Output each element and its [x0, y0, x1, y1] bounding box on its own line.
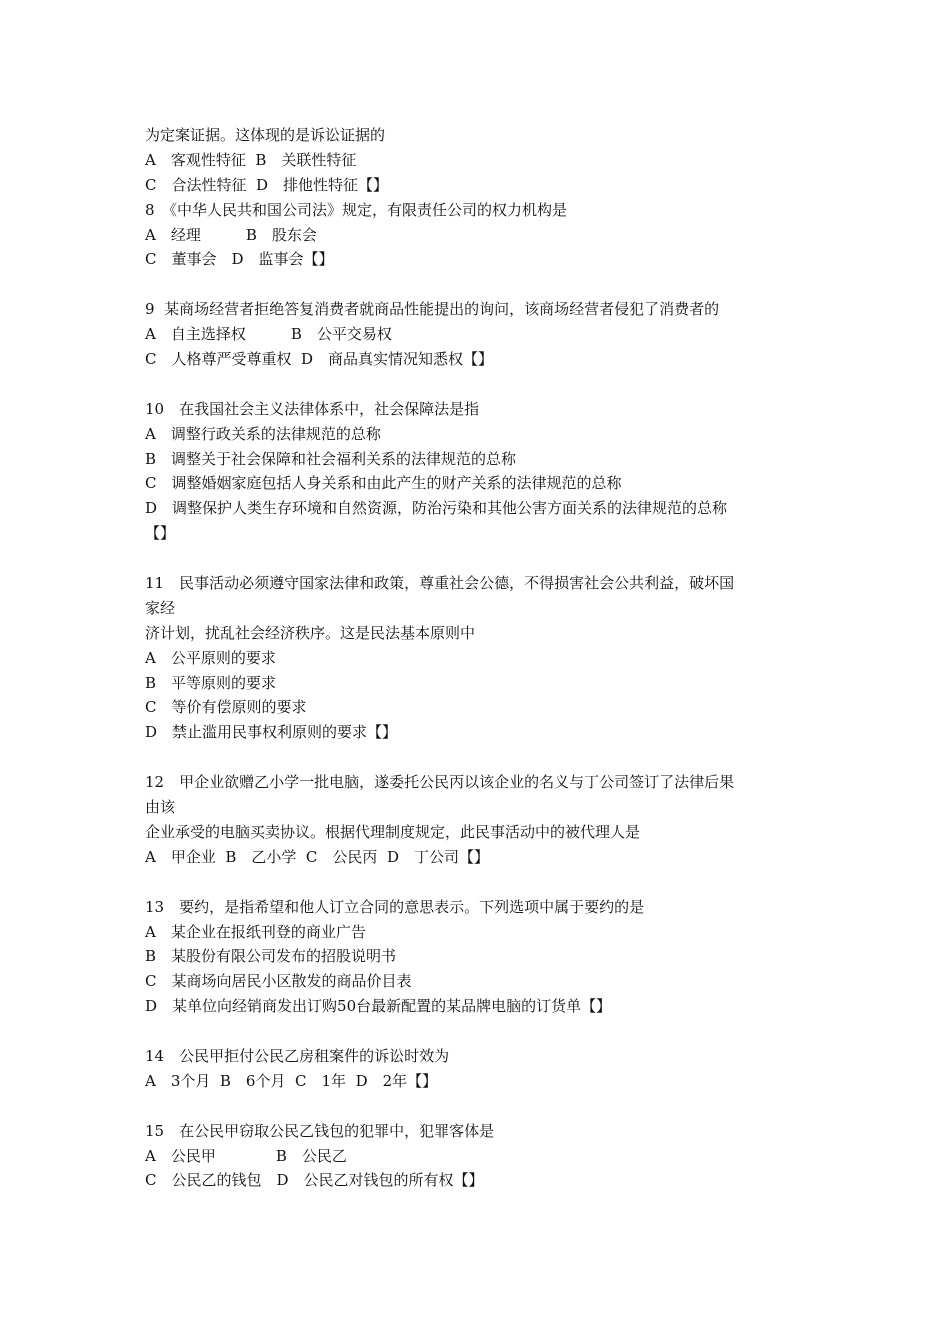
text-line: 由该 — [145, 798, 176, 817]
text-line: A 调整行政关系的法律规范的总称 — [145, 424, 381, 443]
text-line: 为定案证据。这体现的是诉讼证据的 — [145, 126, 386, 144]
text-line: A 公民甲 B 公民乙 — [145, 1146, 347, 1165]
text-line: D 某单位向经销商发出订购50台最新配置的某品牌电脑的订货单【】 — [145, 997, 612, 1016]
text-line: B 某股份有限公司发布的招股说明书 — [145, 947, 397, 966]
blank-line — [145, 546, 820, 571]
blank-line — [145, 1019, 820, 1044]
text-line: 家经 — [145, 598, 176, 617]
text-line: C 合法性特征 D 排他性特征【】 — [145, 175, 389, 194]
blank-line — [145, 1094, 820, 1119]
text-line: D 调整保护人类生存环境和自然资源，防治污染和其他公害方面关系的法律规范的总称 — [145, 499, 728, 518]
text-line: 企业承受的电脑买卖协议。根据代理制度规定，此民事活动中的被代理人是 — [145, 822, 641, 841]
text-line: A 自主选择权 B 公平交易权 — [145, 325, 392, 344]
text-line: 9 某商场经营者拒绝答复消费者就商品性能提出的询问，该商场经营者侵犯了消费者的 — [145, 300, 720, 319]
text-line: A 3个月 B 6个月 C 1年 D 2年【】 — [145, 1071, 438, 1090]
text-line: 12 甲企业欲赠乙小学一批电脑，遂委托公民丙以该企业的名义与丁公司签订了法律后果 — [145, 773, 735, 792]
text-line: 10 在我国社会主义法律体系中，社会保障法是指 — [145, 399, 480, 418]
text-line: B 调整关于社会保障和社会福利关系的法律规范的总称 — [145, 449, 517, 468]
text-line: C 人格尊严受尊重权 D 商品真实情况知悉权【】 — [145, 350, 494, 369]
blank-line — [145, 372, 820, 397]
text-line: C 等价有偿原则的要求 — [145, 698, 307, 717]
text-line: A 公平原则的要求 — [145, 648, 276, 667]
text-line: C 调整婚姻家庭包括人身关系和由此产生的财产关系的法律规范的总称 — [145, 474, 622, 493]
text-line: 14 公民甲拒付公民乙房租案件的诉讼时效为 — [145, 1046, 450, 1065]
text-line: D 禁止滥用民事权利原则的要求【】 — [145, 723, 398, 742]
text-line: C 某商场向居民小区散发的商品价目表 — [145, 972, 412, 991]
blank-line — [145, 272, 820, 297]
text-line: A 经理 B 股东会 — [145, 225, 317, 244]
text-line: A 客观性特征 B 关联性特征 — [145, 150, 357, 169]
text-line: 11 民事活动必须遵守国家法律和政策，尊重社会公德，不得损害社会公共利益，破坏国 — [145, 574, 735, 593]
text-line: A 某企业在报纸刊登的商业广告 — [145, 922, 366, 941]
text-line: C 董事会 D 监事会【】 — [145, 250, 334, 269]
document-body — [145, 123, 820, 1193]
text-line: 济计划，扰乱社会经济秩序。这是民法基本原则中 — [145, 623, 476, 642]
text-line: B 平等原则的要求 — [145, 673, 277, 692]
text-line: C 公民乙的钱包 D 公民乙对钱包的所有权【】 — [145, 1171, 484, 1190]
text-line: 8 《中华人民共和国公司法》规定，有限责任公司的权力机构是 — [145, 200, 568, 219]
blank-line — [145, 745, 820, 770]
text-line: 【】 — [145, 524, 176, 543]
text-line: 13 要约，是指希望和他人订立合同的意思表示。下列选项中属于要约的是 — [145, 897, 645, 916]
text-line: 15 在公民甲窃取公民乙钱包的犯罪中，犯罪客体是 — [145, 1121, 495, 1140]
text-line: A 甲企业 B 乙小学 C 公民丙 D 丁公司【】 — [145, 847, 489, 866]
blank-line — [145, 870, 820, 895]
